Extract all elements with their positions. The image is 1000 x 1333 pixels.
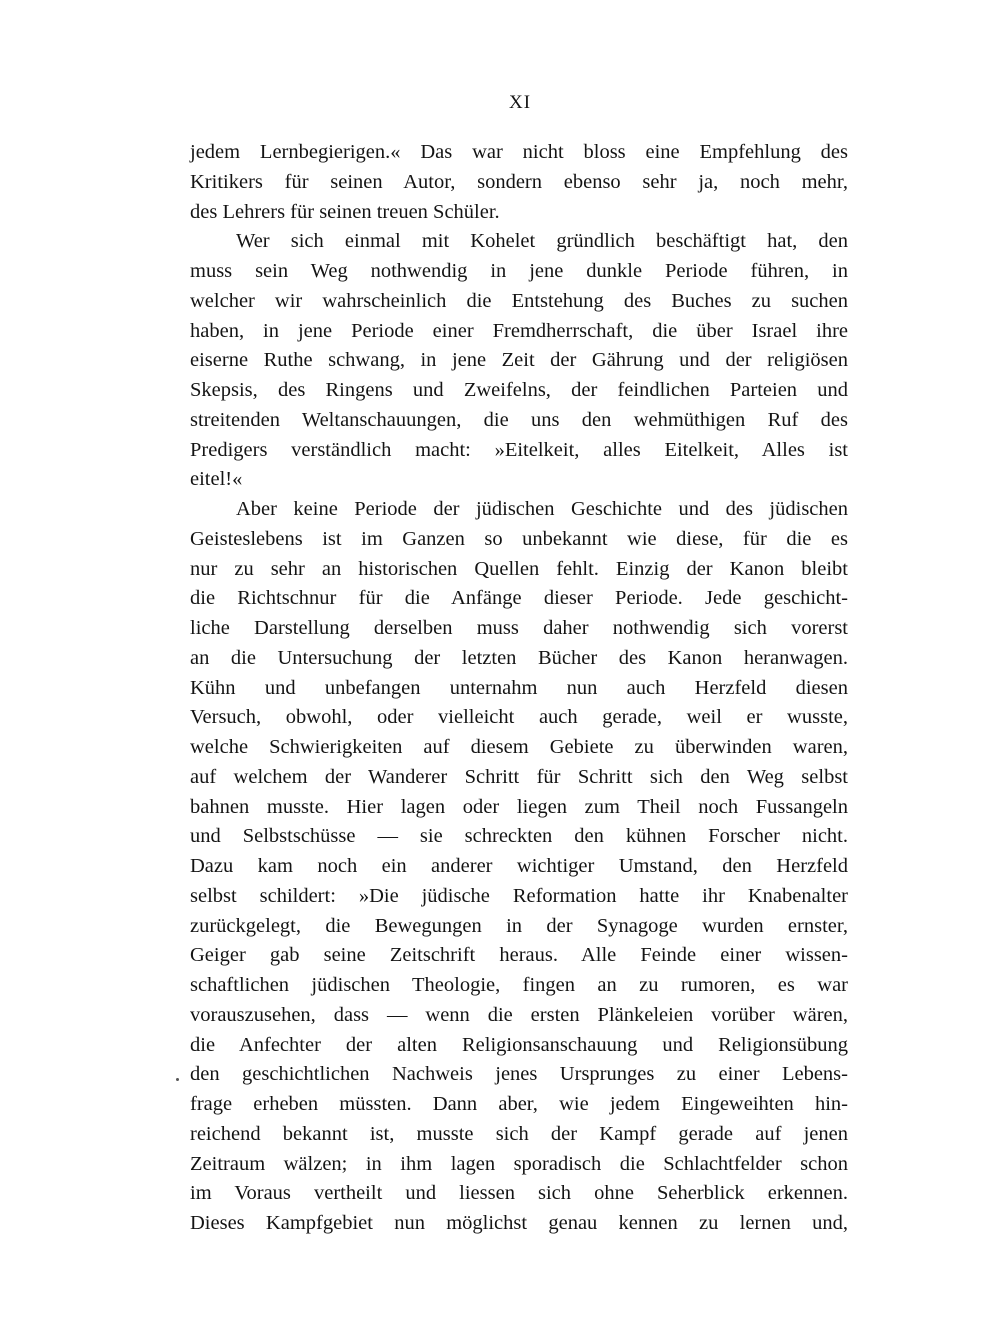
- text-line: welcher wir wahrscheinlich die Entstehung des Buches zu suchen: [190, 289, 848, 312]
- text-line: liche Darstellung derselben muss daher nothwendig sich vorerst: [190, 617, 848, 639]
- text-line: die Anfechter der alten Religionsanschauung und Religionsübung: [190, 1033, 848, 1056]
- text-line: Kühn und unbefangen unternahm nun auch Herzfeld diesen: [190, 676, 848, 699]
- text-line: Dieses Kampfgebiet nun möglichst genau kennen zu lernen und,: [190, 1212, 848, 1234]
- text-line: Geiger gab seine Zeitschrift heraus. Alle Feinde einer wissen-: [190, 944, 848, 967]
- text-line: bahnen musste. Hier lagen oder liegen zum Theil noch Fussangeln: [190, 795, 848, 818]
- text-line: schaftlichen jüdischen Theologie, fingen an zu rumoren, es war: [190, 974, 848, 996]
- text-line: vorauszusehen, dass — wenn die ersten Plänkeleien vorüber wären,: [190, 1003, 848, 1026]
- text-line: Versuch, obwohl, oder vielleicht auch gerade, weil er wusste,: [190, 706, 848, 729]
- text-line: des Lehrers für seinen treuen Schüler.: [190, 200, 500, 223]
- text-line: die Richtschnur für die Anfänge dieser Periode. Jede geschicht-: [190, 587, 848, 610]
- text-line: im Voraus vertheilt und liessen sich ohne Seherblick erkennen.: [190, 1182, 848, 1205]
- text-line: muss sein Weg nothwendig in jene dunkle Periode führen, in: [190, 260, 848, 282]
- text-line: Predigers verständlich macht: »Eitelkeit, alles Eitelkeit, Alles ist: [190, 438, 848, 461]
- text-line: Skepsis, des Ringens und Zweifelns, der feindlichen Parteien und: [190, 379, 848, 401]
- text-line: eiserne Ruthe schwang, in jene Zeit der Gährung und der religiösen: [190, 349, 848, 372]
- text-line: Wer sich einmal mit Kohelet gründlich beschäftigt hat, den: [236, 230, 848, 253]
- text-line: jedem Lernbegierigen.« Das war nicht bloss eine Empfehlung des: [190, 141, 848, 163]
- text-line: selbst schildert: »Die jüdische Reformation hatte ihr Knabenalter: [190, 884, 848, 907]
- text-line: den geschichtlichen Nachweis jenes Ursprunges zu einer Lebens-: [190, 1063, 848, 1086]
- text-line: Aber keine Periode der jüdischen Geschichte und des jüdischen: [236, 498, 848, 520]
- text-line: eitel!«: [190, 468, 243, 491]
- text-line: auf welchem der Wanderer Schritt für Schritt sich den Weg selbst: [190, 765, 848, 788]
- page-number: XI: [508, 92, 532, 113]
- text-line: Zeitraum wälzen; in ihm lagen sporadisch die Schlachtfelder schon: [190, 1152, 848, 1175]
- text-line: Geisteslebens ist im Ganzen so unbekannt wie diese, für die es: [190, 527, 848, 550]
- text-line: reichend bekannt ist, musste sich der Kampf gerade auf jenen: [190, 1122, 848, 1145]
- text-line: Dazu kam noch ein anderer wichtiger Umstand, den Herzfeld: [190, 855, 848, 877]
- text-line: zurückgelegt, die Bewegungen in der Synagoge wurden ernster,: [190, 914, 848, 937]
- text-line: welche Schwierigkeiten auf diesem Gebiete zu überwinden waren,: [190, 736, 848, 758]
- text-line: haben, in jene Periode einer Fremdherrschaft, die über Israel ihre: [190, 319, 848, 342]
- text-line: streitenden Weltanschauungen, die uns den wehmüthigen Ruf des: [190, 408, 848, 431]
- text-line: und Selbstschüsse — sie schreckten den kühnen Forscher nicht.: [190, 825, 848, 848]
- margin-speck: [176, 1078, 179, 1081]
- text-line: Kritikers für seinen Autor, sondern ebenso sehr ja, noch mehr,: [190, 170, 848, 193]
- text-line: an die Untersuchung der letzten Bücher des Kanon heranwagen.: [190, 646, 848, 669]
- text-line: frage erheben müssten. Dann aber, wie jedem Eingeweihten hin-: [190, 1093, 848, 1115]
- text-line: nur zu sehr an historischen Quellen fehlt. Einzig der Kanon bleibt: [190, 557, 848, 580]
- body-text: [190, 138, 848, 1239]
